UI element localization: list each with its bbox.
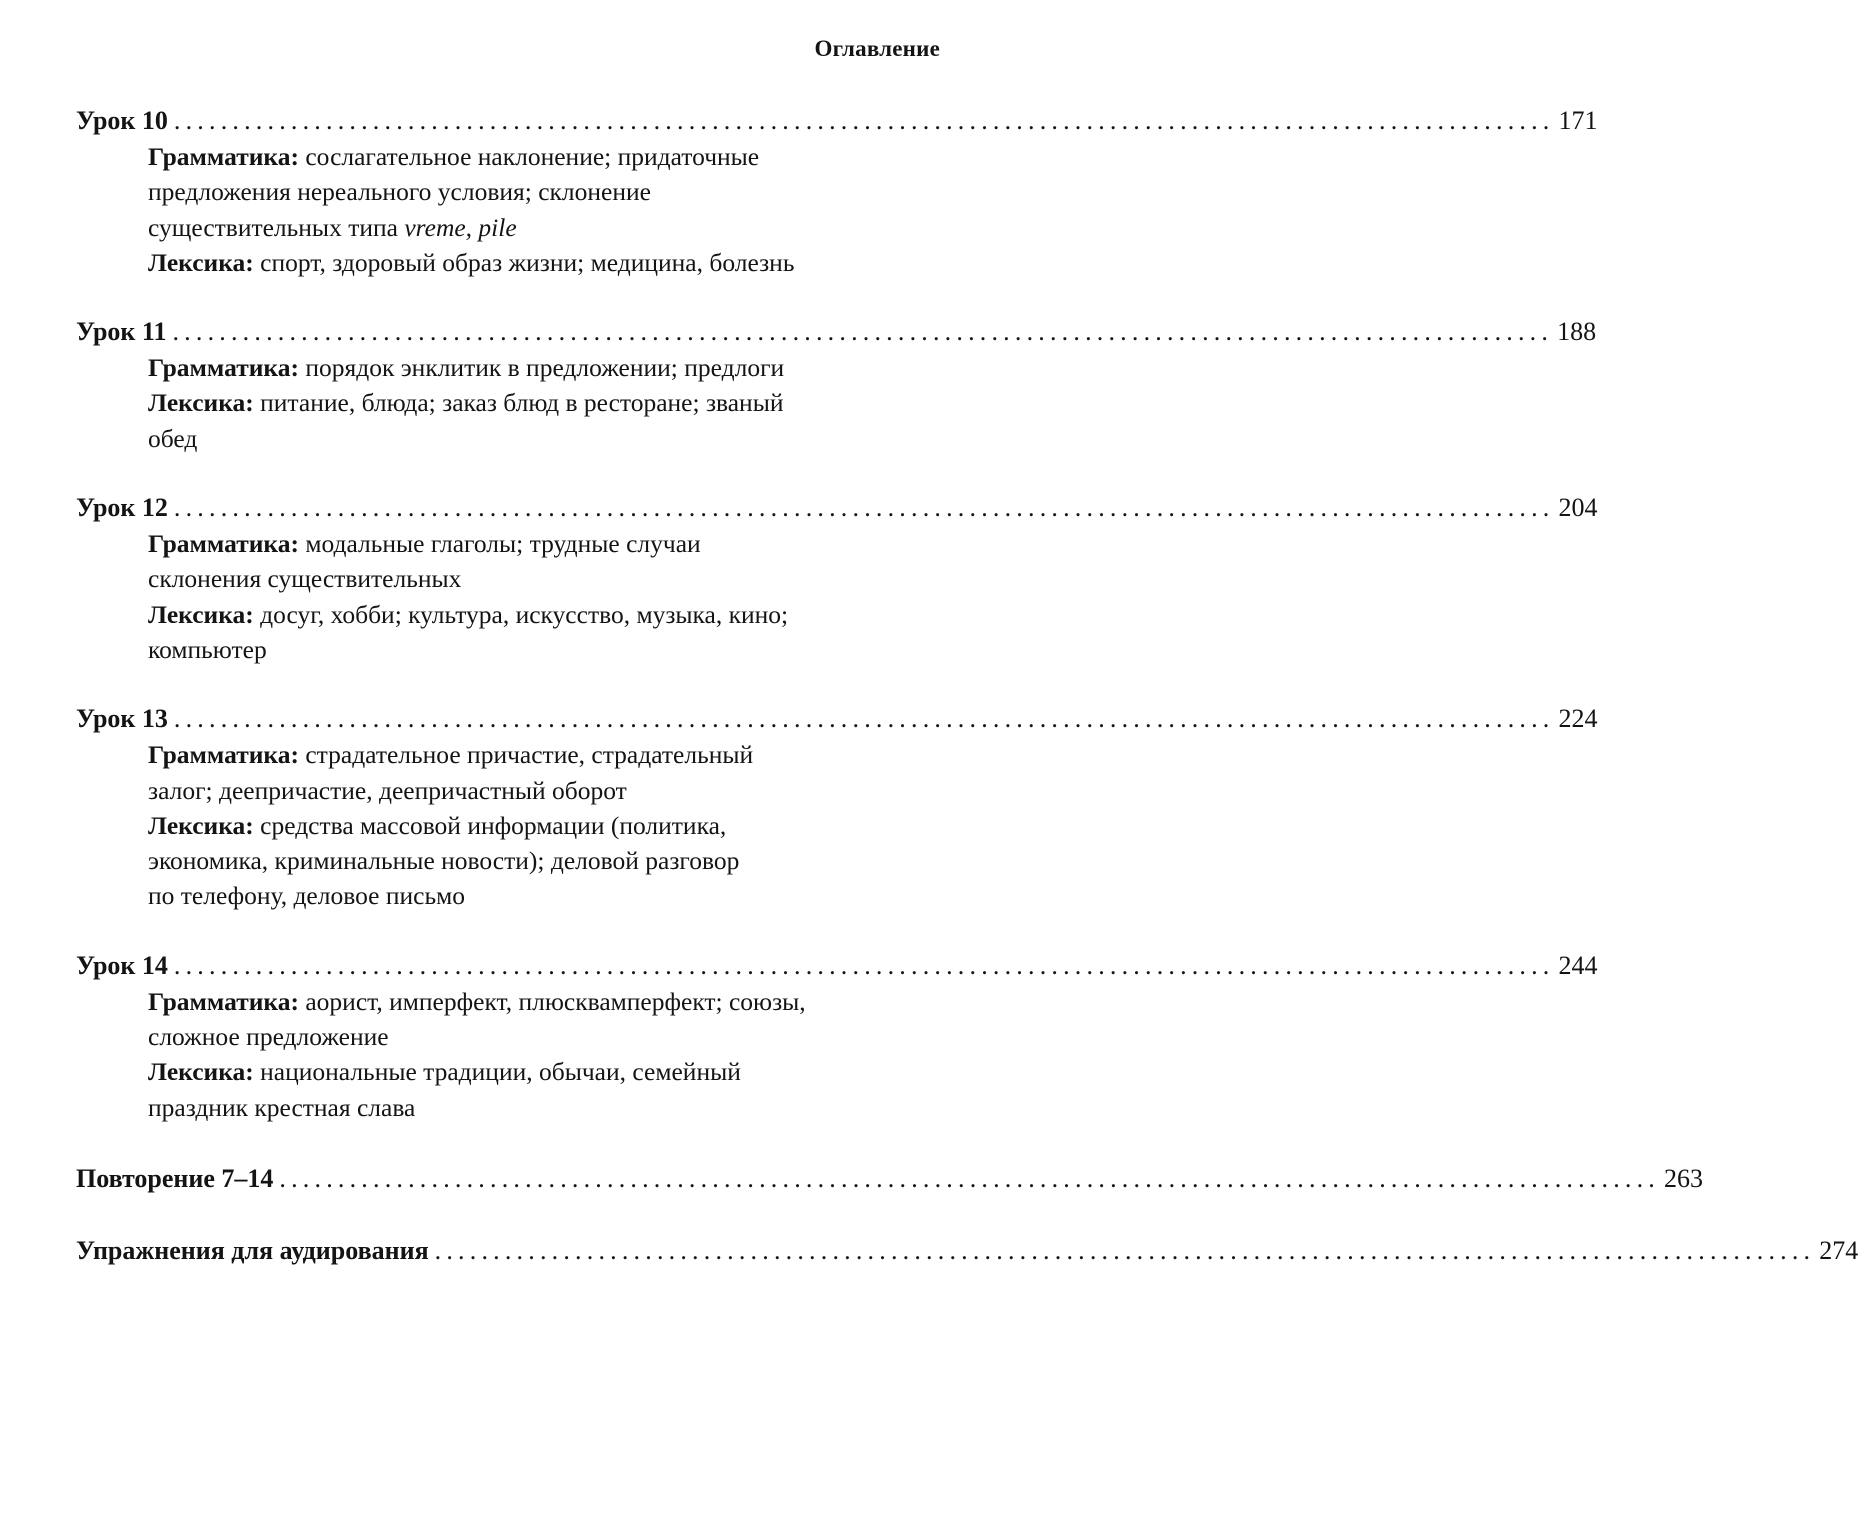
page-number[interactable]: 244 <box>1558 950 1598 980</box>
lesson-title[interactable]: Урок 13 <box>76 704 168 734</box>
lexis-topics <box>148 597 942 668</box>
lexis-label: Лексика: <box>148 388 254 418</box>
grammar-label: Грамматика: <box>148 986 299 1016</box>
lexis-topics <box>148 808 942 914</box>
grammar-topics <box>148 526 942 597</box>
lexis-text: компьютер <box>148 634 267 664</box>
grammar-text: существительных типа <box>148 212 405 242</box>
lexis-label: Лексика: <box>148 1057 254 1087</box>
lexis-label: Лексика: <box>148 810 254 840</box>
toc-heading-line <box>76 701 1598 737</box>
lexis-text: питание, блюда; заказ блюд в ресторане; званый <box>260 388 784 418</box>
toc-entry-lesson-10 <box>76 103 1598 280</box>
grammar-label: Грамматика: <box>148 740 299 770</box>
toc-heading-line <box>76 1233 1858 1269</box>
grammar-text: модальные глаголы; трудные случаи <box>305 529 701 559</box>
grammar-label: Грамматика: <box>148 142 299 171</box>
grammar-label: Грамматика: <box>148 353 299 383</box>
lexis-label: Лексика: <box>148 599 254 629</box>
dot-leader: ...................................................................................................................... <box>172 317 1554 347</box>
page-number[interactable]: 204 <box>1558 493 1598 523</box>
grammar-text: сослагательное наклонение; придаточные <box>305 142 760 171</box>
toc-heading-line <box>76 1161 1704 1197</box>
grammar-topics <box>148 737 942 808</box>
dot-leader: ...................................................................................................................... <box>279 1163 1661 1193</box>
grammar-text: страдательное причастие, страдательный <box>305 740 754 770</box>
toc-entry-lesson-14 <box>76 948 1598 1125</box>
running-head: Оглавление <box>814 36 940 61</box>
table-of-contents <box>76 103 1858 1269</box>
toc-entry-listening-exercises <box>76 1233 1858 1269</box>
grammar-text: склонения существительных <box>148 564 462 594</box>
grammar-topics <box>148 984 942 1055</box>
toc-entry-review <box>76 1161 1704 1197</box>
toc-heading-line <box>76 314 1597 350</box>
lexis-text: обед <box>148 423 198 453</box>
section-title[interactable]: Повторение 7–14 <box>76 1163 274 1193</box>
grammar-text: аорист, имперфект, плюсквамперфект; союзы, <box>305 986 806 1016</box>
dot-leader: ...................................................................................................................... <box>173 106 1555 135</box>
dot-leader: ...................................................................................................................... <box>173 950 1555 980</box>
toc-entry-lesson-13 <box>76 701 1598 913</box>
dot-leader: ...................................................................................................................... <box>434 1235 1816 1265</box>
grammar-topics <box>148 139 942 245</box>
lesson-title[interactable]: Урок 11 <box>76 317 167 347</box>
lesson-title[interactable]: Урок 12 <box>76 493 168 523</box>
grammar-topics <box>148 350 942 385</box>
lexis-label: Лексика: <box>148 247 254 277</box>
grammar-text: предложения нереального условия; склонение <box>148 177 651 207</box>
lexis-topics <box>148 245 942 280</box>
page-number[interactable]: 188 <box>1557 317 1597 347</box>
lexis-topics <box>148 385 942 456</box>
grammar-text: залог; деепричастие, деепричастный оборот <box>148 775 627 805</box>
grammar-text: порядок энклитик в предложении; предлоги <box>305 353 785 383</box>
section-title[interactable]: Упражнения для аудирования <box>76 1235 429 1265</box>
toc-heading-line <box>76 490 1598 526</box>
page-number[interactable]: 274 <box>1819 1235 1858 1265</box>
lexis-text: досуг, хобби; культура, искусство, музыка, кино; <box>260 599 789 629</box>
toc-heading-line <box>76 948 1598 984</box>
lexis-text: по телефону, деловое письмо <box>148 881 465 911</box>
page-number[interactable]: 224 <box>1558 704 1598 734</box>
toc-heading-line <box>76 103 1598 139</box>
lexis-topics <box>148 1054 942 1125</box>
dot-leader: ...................................................................................................................... <box>173 704 1555 734</box>
dot-leader: ...................................................................................................................... <box>173 493 1555 523</box>
lexis-text: экономика, криминальные новости); деловой разговор <box>148 846 740 876</box>
lesson-title[interactable]: Урок 14 <box>76 950 168 980</box>
toc-entry-lesson-12 <box>76 490 1598 667</box>
lexis-text: национальные традиции, обычаи, семейный <box>260 1057 741 1087</box>
toc-entry-lesson-11 <box>76 314 1597 456</box>
lexis-text: спорт, здоровый образ жизни; медицина, болезнь <box>260 247 795 277</box>
grammar-label: Грамматика: <box>148 529 299 559</box>
page-number[interactable]: 263 <box>1664 1163 1704 1193</box>
lexis-text: праздник крестная слава <box>148 1092 416 1122</box>
lexis-text: средства массовой информации (политика, <box>260 810 727 840</box>
lesson-title[interactable]: Урок 10 <box>76 106 168 135</box>
grammar-example-words: vreme, pile <box>404 212 517 242</box>
grammar-text: сложное предложение <box>148 1022 389 1052</box>
page-number[interactable]: 171 <box>1558 106 1598 135</box>
